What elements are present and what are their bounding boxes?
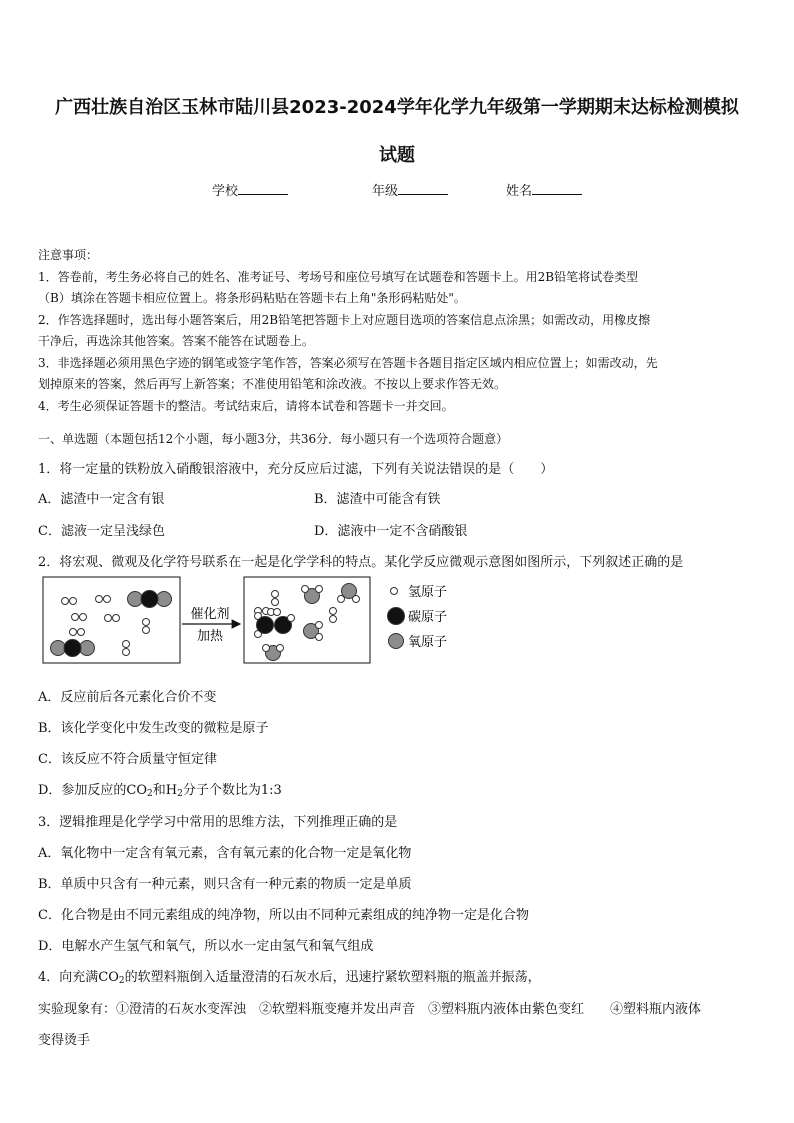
q4-stem-text-2: 的软塑料瓶倒入适量澄清的石灰水后，迅速拧紧软塑料瓶的瓶盖并振荡， [124, 970, 541, 985]
q1-option-d[interactable]: D．滤液中一定不含硝酸银 [314, 524, 468, 539]
co2-molecule [51, 640, 95, 657]
q2-option-d[interactable] [38, 779, 762, 798]
legend-carbon: 碳原子 [408, 610, 448, 625]
h2o-molecule [302, 586, 323, 604]
q4-observations-cont: 变得烫手 [38, 1033, 91, 1048]
h2-molecule [70, 629, 85, 636]
grade-label: 年级 [372, 184, 399, 199]
h2-molecule [330, 608, 337, 623]
h2-molecule [72, 614, 87, 621]
note-3b: 划掉原来的答案，然后再写上新答案；不准使用铅笔和涂改液。不按以上要求作答无效。 [38, 377, 507, 391]
co2-molecule [128, 591, 172, 608]
q3-option-c[interactable]: C．化合物是由不同元素组成的纯净物，所以由不同种元素组成的纯净物一定是化合物 [38, 908, 529, 923]
title-line-2: 试题 [379, 145, 415, 166]
h2-molecule [123, 641, 130, 656]
q2-option-b[interactable]: B．该化学变化中发生改变的微粒是原子 [38, 721, 269, 736]
carbon-atom-icon [388, 608, 405, 625]
note-1b: （B）填涂在答题卡相应位置上。将条形码粘贴在答题卡右上角"条形码粘贴处"。 [38, 291, 466, 305]
grade-field[interactable] [372, 180, 448, 199]
note-3a: 3．非选择题必须用黑色字迹的钢笔或签字笔作答，答案必须写在答题卡各题目指定区域内相应位置上；如需改动，先 [38, 355, 658, 370]
q1-option-a[interactable]: A．滤渣中一定含有银 [38, 492, 165, 507]
school-blank[interactable] [238, 182, 288, 195]
h2-molecule [62, 598, 77, 605]
q3-option-a[interactable]: A．氧化物中一定含有氧元素，含有氧元素的化合物一定是氧化物 [38, 846, 412, 861]
notes-heading: 注意事项： [38, 248, 99, 262]
q1-option-b[interactable]: B．滤渣中可能含有铁 [314, 492, 441, 507]
h2-molecule [105, 615, 120, 622]
h2-molecule [143, 619, 150, 634]
section-heading: 一、单选题（本题包括12个小题，每小题3分，共36分．每小题只有一个选项符合题意） [38, 432, 509, 446]
q4-stem-sub: 2 [118, 976, 125, 986]
grade-blank[interactable] [398, 182, 448, 195]
note-2a: 2．作答选择题时，选出每小题答案后，用2B铅笔把答题卡上对应题目选项的答案信息点涂黑；如需改动，用橡皮擦 [38, 312, 651, 327]
h2o-molecule [338, 584, 360, 603]
notes-section [38, 245, 760, 417]
q3-option-b[interactable]: B．单质中只含有一种元素，则只含有一种元素的物质一定是单质 [38, 877, 412, 892]
q2-d-text-1: D．参加反应的CO [38, 783, 148, 798]
h2o-molecule [263, 645, 284, 661]
name-field[interactable] [506, 180, 582, 199]
note-1a: 1．答卷前，考生务必将自己的姓名、准考证号、考场号和座位号填写在试题卷和答题卡上。用2B铅笔将试卷类型 [38, 269, 639, 284]
title-line-1: 广西壮族自治区玉林市陆川县2023-2024学年化学九年级第一学期期末达标检测模拟 [55, 97, 739, 118]
legend-hydrogen: 氢原子 [408, 585, 448, 600]
school-label: 学校 [212, 184, 239, 199]
school-field[interactable] [212, 180, 288, 199]
note-4: 4．考生必须保证答题卡的整洁。考试结束后，请将本试卷和答题卡一并交回。 [38, 398, 454, 413]
q2-d-sub-1: 2 [147, 789, 153, 799]
heat-label: 加热 [196, 629, 224, 644]
h2-molecule [96, 596, 111, 603]
q3-option-d[interactable]: D．电解水产生氢气和氧气，所以水一定由氢气和氧气组成 [38, 939, 374, 954]
q4-stem-text-1: 4．向充满CO [38, 970, 119, 985]
q4-observations: 实验现象有：①澄清的石灰水变浑浊 ②软塑料瓶变瘪并发出声音 ③塑料瓶内液体由紫色变红 ④塑料瓶内液体 [38, 1002, 702, 1017]
q3-stem: 3．逻辑推理是化学学习中常用的思维方法，下列推理正确的是 [38, 815, 398, 830]
name-blank[interactable] [532, 182, 582, 195]
hydrogen-atom-icon [391, 588, 398, 595]
q2-d-text-3: 分子个数比为1:3 [182, 783, 282, 798]
q2-d-text-2: 和H [152, 783, 178, 798]
q1-option-c[interactable]: C．滤液一定呈浅绿色 [38, 524, 165, 539]
exam-title [30, 84, 764, 180]
q4-stem [38, 966, 762, 985]
oxygen-atom-icon [389, 634, 404, 649]
q2-stem: 2．将宏观、微观及化学符号联系在一起是化学学科的特点。某化学反应微观示意图如图所示，下列叙述正确的是 [38, 555, 684, 570]
q2-option-a[interactable]: A．反应前后各元素化合价不变 [38, 690, 217, 705]
h2o-molecule [304, 622, 323, 641]
name-label: 姓名 [506, 184, 533, 199]
h2-molecule [272, 591, 279, 606]
q2-d-sub-2: 2 [177, 789, 183, 799]
q1-stem: 1．将一定量的铁粉放入硝酸银溶液中，充分反应后过滤，下列有关说法错误的是（ ） [38, 462, 554, 477]
q2-option-c[interactable]: C．该反应不符合质量守恒定律 [38, 752, 217, 767]
catalyst-label: 催化剂 [190, 607, 230, 622]
reaction-diagram [38, 574, 478, 670]
note-2b: 干净后，再选涂其他答案。答案不能答在试题卷上。 [38, 334, 315, 348]
legend-oxygen: 氧原子 [408, 635, 448, 650]
